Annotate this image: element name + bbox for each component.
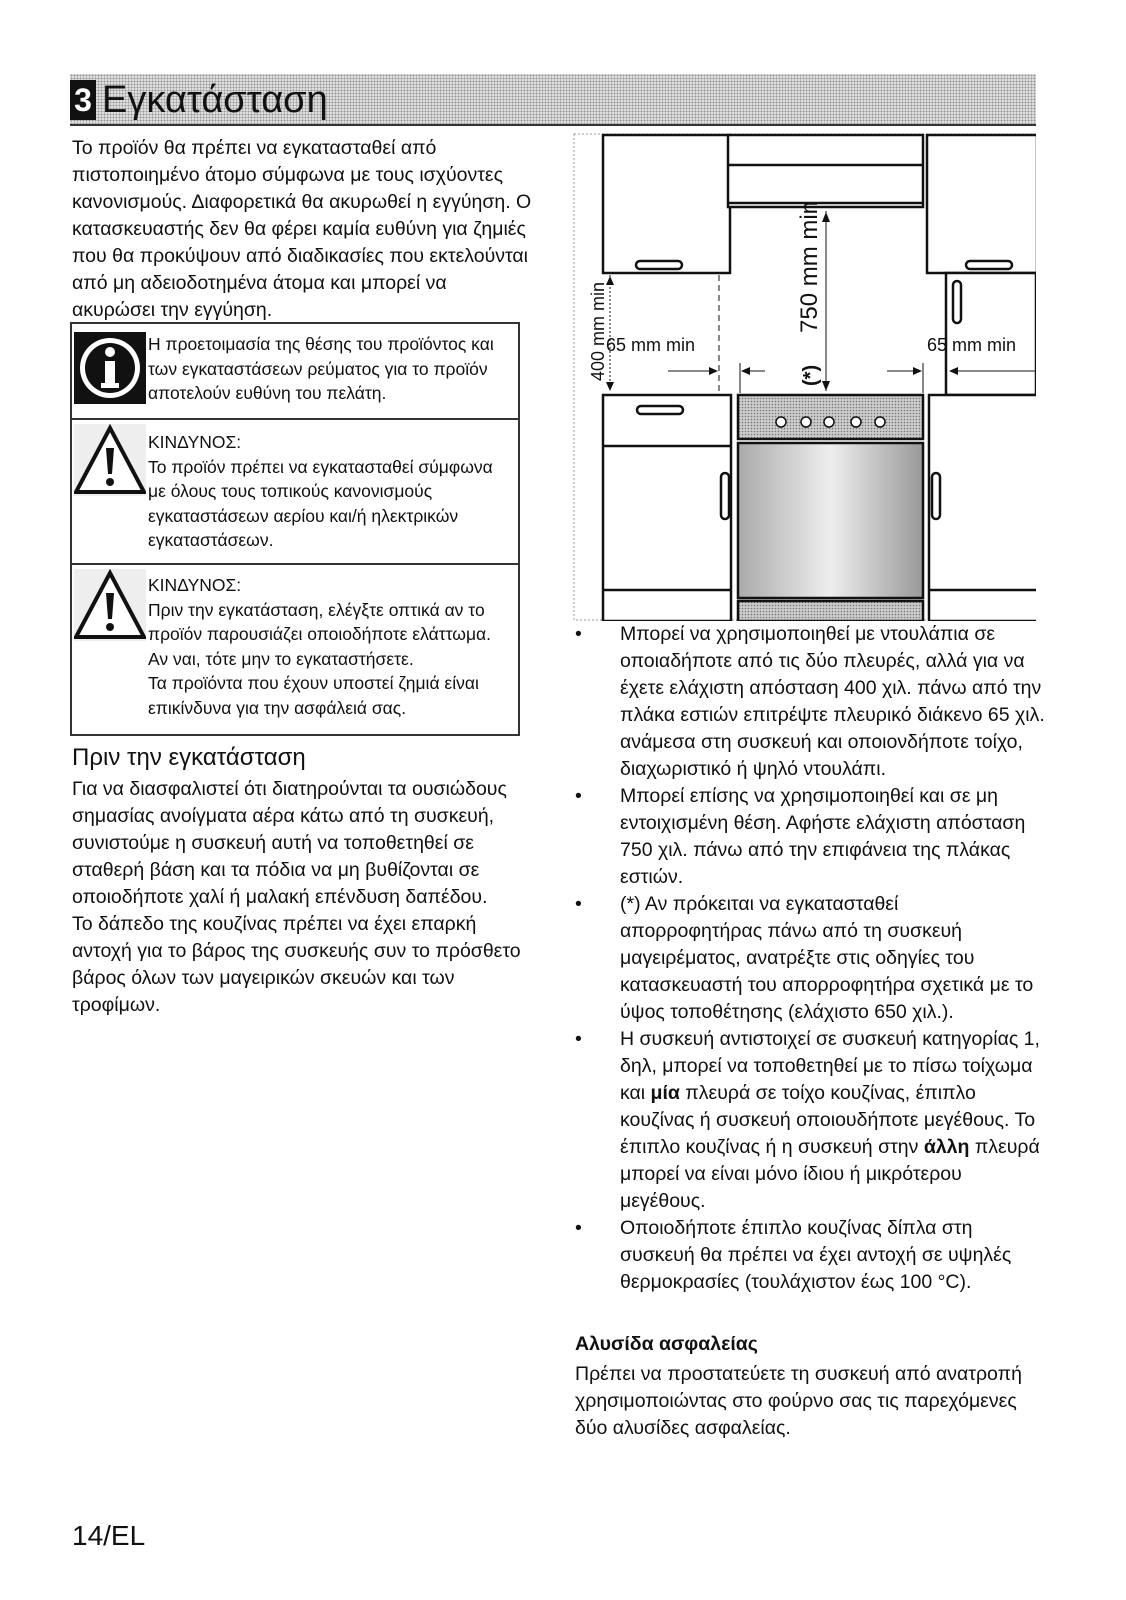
- intro-text: Το προϊόν θα πρέπει να εγκατασταθεί από πιστοποιημένο άτομο σύμφωνα με τους ισχύοντες κανονισμούς. Διαφορετικά θα ακυρωθεί η εγγύηση. Ο κατασκευαστής δεν θα φέρει καμία ευθύνη για ζημιές που θα προκύψουν από διαδικασίες που εκτελούνται από μη αδειοδοτημένα άτομα και μπορεί να ακυρώσει την εγγύηση.: [72, 137, 532, 321]
- list-item: • Μπορεί επίσης να χρησιμοποιηθεί και σε μη εντοιχισμένη θέση. Αφήστε ελάχιστη απόσταση 750 χιλ. πάνω από την επιφάνεια της πλάκας εστιών.: [575, 783, 1045, 891]
- danger-text: Το προϊόν πρέπει να εγκατασταθεί σύμφωνα με όλους τους τοπικούς κανονισμούς εγκαταστάσεων αερίου και/ή ηλεκτρικών εγκαταστάσεων.: [148, 456, 493, 550]
- danger-note-1: [72, 420, 518, 565]
- list-item: • Οποιοδήποτε έπιπλο κουζίνας δίπλα στη συσκευή θα πρέπει να έχει αντοχή σε υψηλές θερμοκρασίες (τουλάχιστον έως 100 °C).: [575, 1215, 1045, 1296]
- danger-title: ΚΙΝΔΥΝΟΣ:: [148, 575, 242, 595]
- safety-chain-heading: Αλυσίδα ασφαλείας: [575, 1333, 758, 1355]
- info-note: [72, 324, 518, 420]
- safety-notes: [70, 322, 520, 736]
- section-number: 3: [70, 80, 96, 120]
- emphasis-one: μία: [650, 1082, 680, 1104]
- section-header: [70, 74, 1036, 126]
- before-paragraph-1: Για να διασφαλιστεί ότι διατηρούνται τα ουσιώδους σημασίας ανοίγματα αέρα κάτω από τη συσκευή, συνιστούμε η συσκευή αυτή να τοποθετηθεί σε σταθερή βάση και τα πόδια να μη βυθίζονται σε οποιοδήποτε χαλί ή μαλακή επένδυση δαπέδου.: [72, 778, 507, 908]
- label-star: (*): [800, 364, 822, 386]
- before-paragraph-2: Το δάπεδο της κουζίνας πρέπει να έχει επαρκή αντοχή για το βάρος της συσκευής συν το πρόσθετο βάρος όλων των μαγειρικών σκευών και των τροφίμων.: [72, 913, 521, 1016]
- installation-bullets: [575, 621, 1045, 1296]
- danger-text: Πριν την εγκατάσταση, ελέγξτε οπτικά αν το προϊόν παρουσιάζει οποιοδήποτε ελάττωμα. Αν ναι, τότε μην το εγκαταστήσετε.: [148, 599, 492, 669]
- list-item: • Η συσκευή αντιστοιχεί σε συσκευή κατηγορίας 1, δηλ, μπορεί να τοποθετηθεί με το πίσω τοίχωμα και μία πλευρά σε τοίχο κουζίνας, έπιπλο κουζίνας ή συσκευή οποιουδήποτε μεγέθους. Το έπιπλο κουζίνας ή η συσκευή στην άλλη πλευρά μπορεί να είναι μόνο ίδιου ή μικρότερου μεγέθους.: [575, 1026, 1045, 1215]
- label-65mm-right: 65 mm min: [927, 335, 1017, 355]
- danger-title: ΚΙΝΔΥΝΟΣ:: [148, 432, 242, 452]
- warning-icon: [74, 569, 146, 641]
- warning-icon: [74, 424, 146, 496]
- before-installation-heading: Πριν την εγκατάσταση: [72, 744, 306, 771]
- danger-text-2: Τα προϊόντα που έχουν υποστεί ζημιά είναι επικίνδυνα για την ασφάλειά σας.: [148, 673, 479, 718]
- info-note-text: Η προετοιμασία της θέσης του προϊόντος και των εγκαταστάσεων ρεύματος για το προϊόν αποτελούν ευθύνη του πελάτη.: [148, 334, 494, 403]
- danger-note-2: [72, 565, 518, 734]
- label-65mm-left: 65 mm min: [606, 335, 696, 355]
- emphasis-other: άλλη: [923, 1136, 970, 1158]
- info-icon: [74, 332, 146, 404]
- label-750mm: 750 mm min: [796, 200, 823, 333]
- list-item: • (*) Αν πρόκειται να εγκατασταθεί απορροφητήρας πάνω από τη συσκευή μαγειρέματος, ανατρέξτε στις οδηγίες του κατασκευαστή του απορροφητήρα σχετικά με το ύψος τοποθέτησης (ελάχιστο 650 χιλ.).: [575, 891, 1045, 1026]
- safety-chain-text: Πρέπει να προστατεύετε τη συσκευή από ανατροπή χρησιμοποιώντας στο φούρνο σας τις παρεχόμενες δύο αλυσίδες ασφαλείας.: [575, 1363, 1022, 1439]
- list-item: • Μπορεί να χρησιμοποιηθεί με ντουλάπια σε οποιαδήποτε από τις δύο πλευρές, αλλά για να έχετε ελάχιστη απόσταση 400 χιλ. πάνω από την πλάκα εστιών επιτρέψτε πλευρικό διάκενο 65 χιλ. ανάμεσα στη συσκευή και οποιονδήποτε τοίχο, διαχωριστικό ή ψηλό ντουλάπι.: [575, 621, 1045, 783]
- installation-clearance-diagram: [573, 133, 1036, 621]
- label-400mm: 400 mm min: [588, 281, 608, 381]
- section-title: Εγκατάσταση: [102, 79, 328, 121]
- page-number: 14/EL: [72, 1520, 146, 1551]
